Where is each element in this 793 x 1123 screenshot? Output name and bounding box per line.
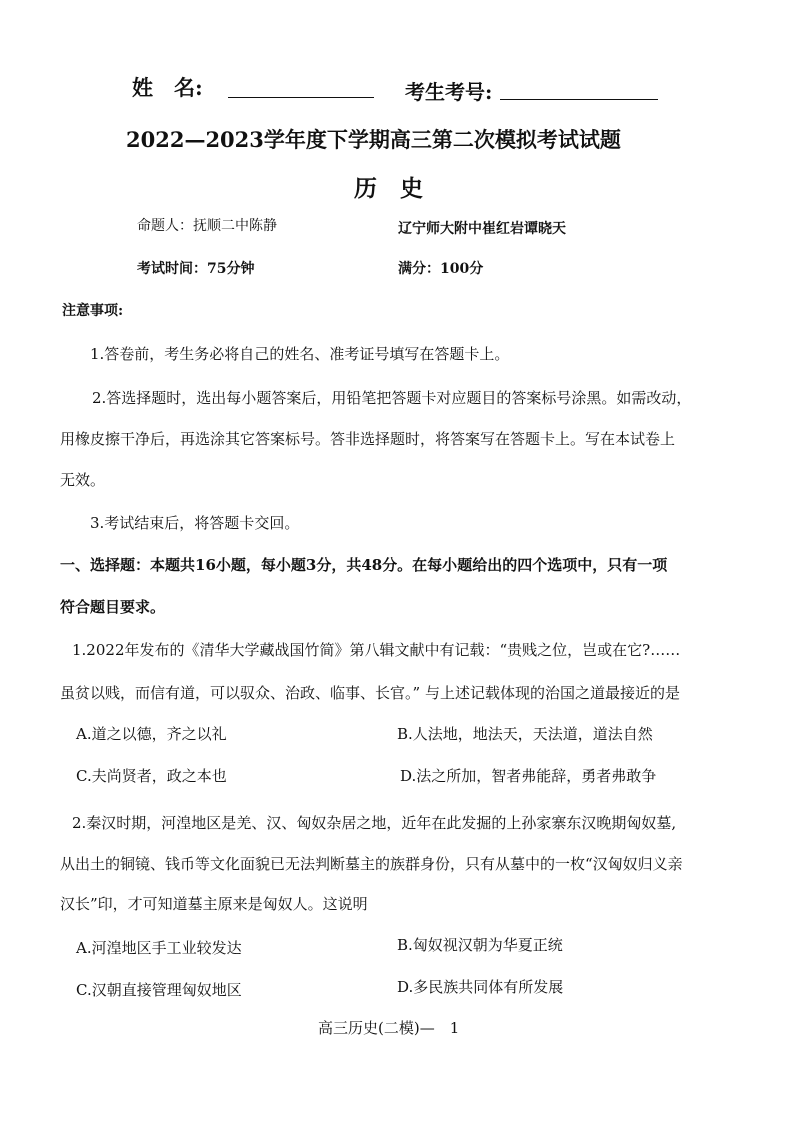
exam-time: 考试时间：75分钟: [137, 261, 255, 277]
q2-option-b: B.匈奴视汉朝为华夏正统: [397, 936, 563, 954]
q1-option-c: C.夫尚贤者，政之本也: [76, 767, 227, 785]
q1-stem-line-2: 虽贫以贱，而信有道，可以驭众、治政、临事、长官。” 与上述记载体现的治国之道最接近的是: [60, 684, 680, 702]
q1-option-a: A.道之以德，齐之以礼: [76, 725, 227, 743]
note-3: 3.考试结束后，将答题卡交回。: [90, 514, 300, 532]
author-line-2: 辽宁师大附中崔红岩谭晓天: [398, 221, 566, 237]
q2-stem-line-1: 2.秦汉时期，河湟地区是羌、汉、匈奴杂居之地，近年在此发掘的上孙家寨东汉晚期匈奴墓,: [72, 814, 677, 832]
q1-option-b: B.人法地，地法天，天法道，道法自然: [397, 725, 653, 743]
q2-option-a: A.河湟地区手工业较发达: [76, 939, 242, 957]
note-2-line-2: 用橡皮擦干净后，再选涂其它答案标号。答非选择题时，将答案写在答题卡上。写在本试卷上: [60, 430, 676, 448]
subject-title: 历 史: [354, 175, 423, 202]
q2-stem-line-2: 从出土的铜镜、钱币等文化面貌已无法判断墓主的族群身份，只有从墓中的一枚“汉匈奴归义亲: [60, 855, 683, 873]
q2-option-d: D.多民族共同体有所发展: [397, 978, 564, 996]
note-1: 1.答卷前，考生务必将自己的姓名、准考证号填写在答题卡上。: [90, 345, 510, 363]
section-1-line-2: 符合题目要求。: [60, 598, 166, 616]
exam-number-label: 考生考号:: [405, 80, 493, 104]
note-2-line-1: 2.答选择题时，选出每小题答案后，用铅笔把答题卡对应题目的答案标号涂黑。如需改动，: [92, 389, 692, 407]
notes-heading: 注意事项:: [62, 303, 124, 319]
exam-title: 2022—2023学年度下学期高三第二次模拟考试试题: [126, 127, 621, 152]
full-score: 满分：100分: [398, 261, 484, 277]
q1-option-d: D.法之所加，智者弗能辞，勇者弗敢争: [400, 767, 657, 785]
note-2-line-3: 无效。: [60, 471, 106, 489]
exam-number-blank[interactable]: [500, 99, 658, 100]
q2-stem-line-3: 汉长”印，才可知道墓主原来是匈奴人。这说明: [60, 895, 368, 913]
section-1-line-1: 一、选择题：本题共16小题，每小题3分，共48分。在每小题给出的四个选项中，只有一项: [60, 556, 668, 574]
author-line: 命题人：抚顺二中陈静: [137, 218, 277, 234]
q2-option-c: C.汉朝直接管理匈奴地区: [76, 981, 242, 999]
name-label: 姓 名:: [132, 75, 203, 100]
q1-stem-line-1: 1.2022年发布的《清华大学藏战国竹简》第八辑文献中有记载：“贵贱之位，岂或在它?……: [72, 641, 681, 659]
page-footer: 高三历史(二模)— 1: [318, 1019, 460, 1037]
name-blank[interactable]: [228, 97, 374, 98]
